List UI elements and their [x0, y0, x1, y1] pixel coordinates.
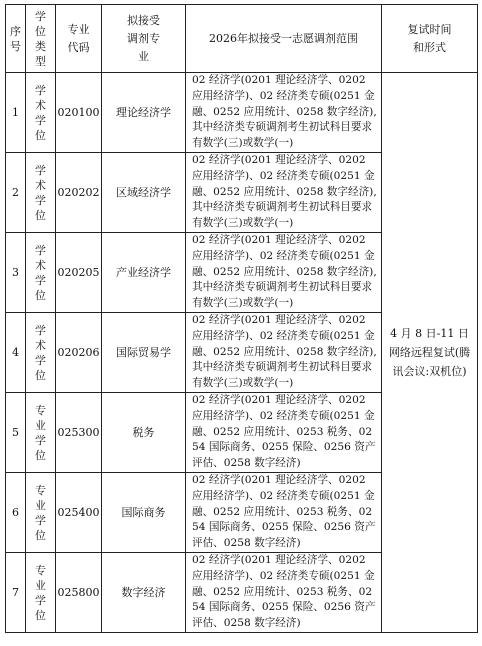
header-seq: [6, 5, 26, 73]
cell-major-code: 020202: [56, 153, 102, 233]
cell-seq: 2: [6, 153, 26, 233]
cell-major: 国际商务: [102, 473, 186, 553]
cell-major: 数字经济: [102, 553, 186, 633]
cell-degree-type: [26, 473, 56, 553]
cell-major-code: 025400: [56, 473, 102, 553]
cell-degree-type-text: 专业学位: [35, 563, 46, 622]
cell-degree-type-text: 专业学位: [35, 403, 46, 462]
cell-degree-type-text: 学术学位: [35, 83, 46, 142]
header-major-code-text: 专业代码: [67, 22, 90, 54]
header-major-text: 拟接受调剂专业: [127, 13, 160, 63]
cell-major-code: 020206: [56, 313, 102, 393]
header-retest-text: 复试时间和形式: [407, 22, 452, 54]
cell-major: 区域经济学: [102, 153, 186, 233]
cell-degree-type: [26, 553, 56, 633]
cell-range: 02 经济学(0201 理论经济学、0202 应用经济学)、02 经济类专硕(0251 金融、0252 应用统计、0253 税务、0254 国际商务、0255 保险、0256 资产评估、0258 数字经济): [186, 553, 382, 633]
cell-range: 02 经济学(0201 理论经济学、0202 应用经济学)、02 经济类专硕(0251 金融、0252 应用统计、0253 税务、0254 国际商务、0255 保险、0256 资产评估、0258 数字经济): [186, 393, 382, 473]
cell-range: 02 经济学(0201 理论经济学、0202 应用经济学)、02 经济类专硕(0251 金融、0252 应用统计、0258 数字经济),其中经济类专硕调剂考生初试科目要求有数学(三)或数学(一): [186, 233, 382, 313]
cell-degree-type: [26, 233, 56, 313]
cell-seq: 6: [6, 473, 26, 553]
cell-retest: 4 月 8 日-11 日网络远程复试(腾讯会议:双机位): [382, 73, 478, 633]
document-page: [5, 4, 478, 633]
header-degree-type: [26, 5, 56, 73]
cell-major: 产业经济学: [102, 233, 186, 313]
cell-major-code: 025800: [56, 553, 102, 633]
cell-range: 02 经济学(0201 理论经济学、0202 应用经济学)、02 经济类专硕(0251 金融、0252 应用统计、0258 数字经济),其中经济类专硕调剂考生初试科目要求有数学(三)或数学(一): [186, 73, 382, 153]
cell-degree-type: [26, 393, 56, 473]
cell-major: 国际贸易学: [102, 313, 186, 393]
cell-major-code: 025300: [56, 393, 102, 473]
header-range: 2026年拟接受一志愿调剂范围: [186, 5, 382, 73]
cell-degree-type-text: 专业学位: [35, 483, 46, 542]
cell-seq: 5: [6, 393, 26, 473]
header-seq-text: 序号: [10, 24, 21, 53]
adjustment-table: [5, 4, 478, 633]
header-retest: [382, 5, 478, 73]
cell-degree-type: [26, 313, 56, 393]
cell-range: 02 经济学(0201 理论经济学、0202 应用经济学)、02 经济类专硕(0251 金融、0252 应用统计、0258 数字经济),其中经济类专硕调剂考生初试科目要求有数学(三)或数学(一): [186, 153, 382, 233]
cell-degree-type: [26, 153, 56, 233]
header-major-code: [56, 5, 102, 73]
header-major: [102, 5, 186, 73]
cell-major-code: 020100: [56, 73, 102, 153]
table-row: [6, 73, 478, 153]
cell-seq: 1: [6, 73, 26, 153]
cell-major: 理论经济学: [102, 73, 186, 153]
cell-degree-type-text: 学术学位: [35, 163, 46, 222]
cell-seq: 7: [6, 553, 26, 633]
cell-degree-type-text: 学术学位: [35, 243, 46, 302]
cell-major: 税务: [102, 393, 186, 473]
cell-range: 02 经济学(0201 理论经济学、0202 应用经济学)、02 经济类专硕(0251 金融、0252 应用统计、0253 税务、0254 国际商务、0255 保险、0256 资产评估、0258 数字经济): [186, 473, 382, 553]
header-degree-type-text: 学位类型: [35, 9, 46, 68]
cell-range: 02 经济学(0201 理论经济学、0202 应用经济学)、02 经济类专硕(0251 金融、0252 应用统计、0258 数字经济),其中经济类专硕调剂考生初试科目要求有数学(三)或数学(一): [186, 313, 382, 393]
cell-degree-type: [26, 73, 56, 153]
cell-seq: 3: [6, 233, 26, 313]
header-row: [6, 5, 478, 73]
cell-seq: 4: [6, 313, 26, 393]
cell-degree-type-text: 学术学位: [35, 323, 46, 382]
cell-major-code: 020205: [56, 233, 102, 313]
